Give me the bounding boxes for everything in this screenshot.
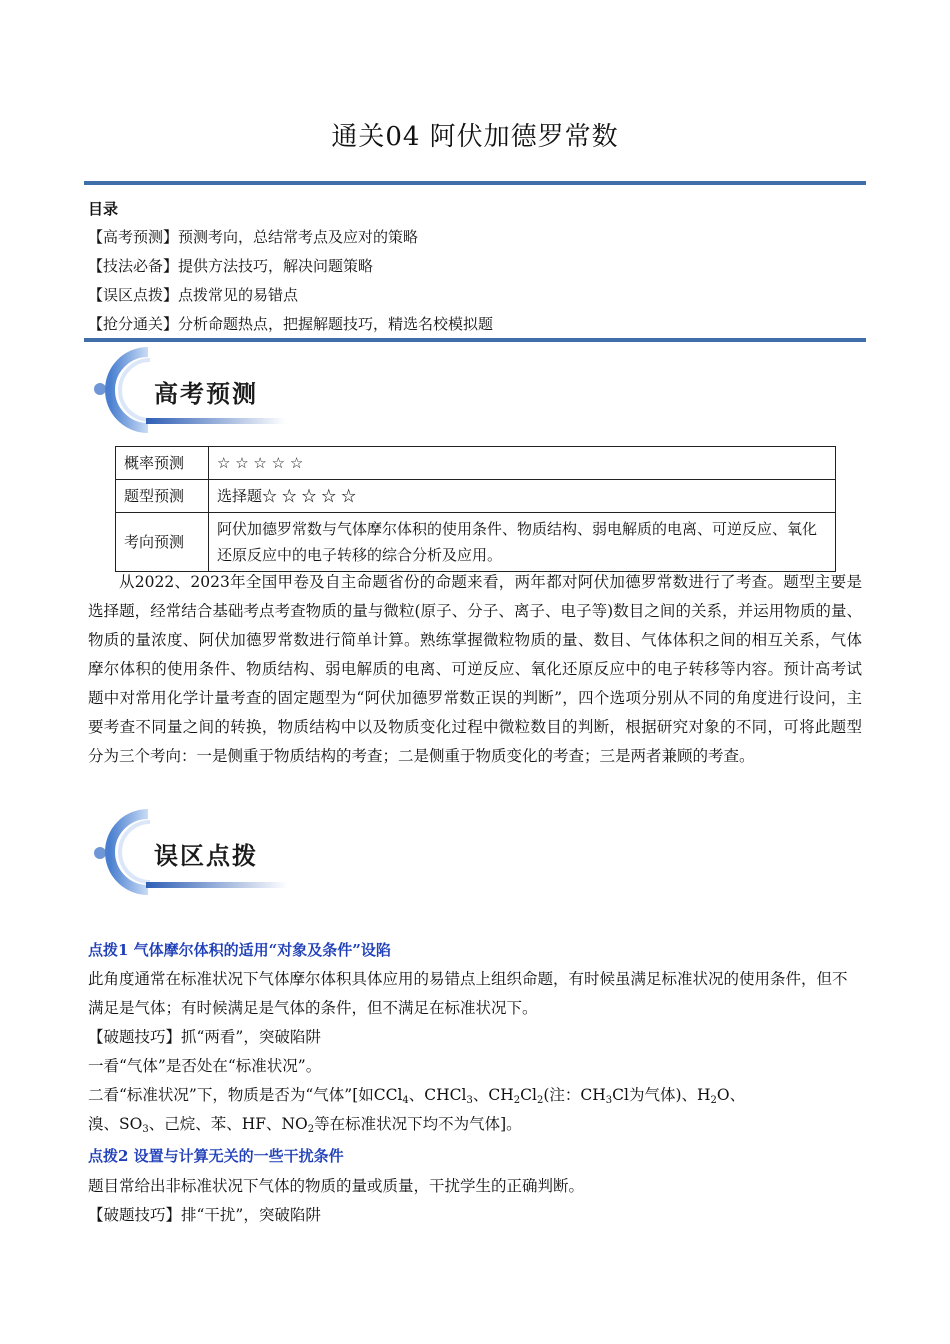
point1-look2-cont: 溴、$SO_3$、己烷、苯、HF、$NO_2$等在标准状况下均不为气体]。 [88,1115,522,1135]
table-row [116,447,836,480]
divider-toc [84,338,866,342]
toc-heading: 目录 [88,200,119,218]
point1-tip: 【破题技巧】抓“两看”，突破陷阱 [88,1028,321,1046]
table-head-cell: 考向预测 [116,513,209,572]
section-title-forecast: 高考预测 [154,380,258,408]
toc-item: 【高考预测】预测考向，总结常考点及应对的策略 [88,228,419,246]
table-row [116,480,836,513]
point1-look1: 一看“气体”是否处在“标准状况”。 [88,1057,322,1075]
prediction-table [115,446,836,572]
point1-look2: 二看“标准状况”下，物质是否为“气体”[如CCl$_4$、CHCl$_3$、$CH_2Cl_2$(注：$CH_3Cl$为气体)、$H_2O$、 [88,1086,746,1106]
intro-paragraph: 从2022、2023年全国甲卷及自主命题省份的命题来看，两年都对阿伏加德罗常数进行了考查。题型主要是选择题，经常结合基础考点考查物质的量与微粒(原子、分子、离子、电子等)数目之间的关系，并运用物质的量、物质的量浓度、阿伏加德罗常数进行简单计算。熟练掌握微粒物质的量、数目、气体体积之间的相互关系，气体摩尔体积的使用条件、物质结构、弱电解质的电离、可逆反应、氧化还原反应中的电子转移等内容。预计高考试题中对常用化学计量考查的固定题型为“阿伏加德罗常数正误的判断”，四个选项分别从不同的角度进行设问，主要考查不同量之间的转换，物质结构中以及物质变化过程中微粒数目的判断，根据研究对象的不同，可将此题型分为三个考向：一是侧重于物质结构的考查；二是侧重于物质变化的考查；三是两者兼顾的考查。 [88,573,862,765]
point1-heading: 点拨1 气体摩尔体积的适用“对象及条件”设陷 [88,941,391,959]
point2-heading: 点拨2 设置与计算无关的一些干扰条件 [88,1147,344,1165]
table-value-cell: 选择题☆ ☆ ☆ ☆ ☆ [209,480,836,513]
point1-body: 此角度通常在标准状况下气体摩尔体积具体应用的易错点上组织命题，有时候虽满足标准状况的使用条件，但不满足是气体；有时候满足是气体的条件，但不满足在标准状况下。 [88,970,848,1017]
section-title-pitfalls: 误区点拨 [154,842,258,870]
toc-item: 【技法必备】提供方法技巧，解决问题策略 [88,257,374,275]
table-head-cell: 概率预测 [116,447,209,480]
page-title: 通关04 阿伏加德罗常数 [331,122,619,152]
section-badge-forecast [88,346,298,436]
table-value-cell: 阿伏加德罗常数与气体摩尔体积的使用条件、物质结构、弱电解质的电离、可逆反应、氧化还原反应中的电子转移的综合分析及应用。 [209,513,836,572]
table-head-cell: 题型预测 [116,480,209,513]
toc-item: 【误区点拨】点拨常见的易错点 [88,286,299,304]
table-row [116,513,836,572]
point2-tip: 【破题技巧】排“干扰”，突破陷阱 [88,1206,321,1224]
point2-body: 题目常给出非标准状况下气体的物质的量或质量，干扰学生的正确判断。 [88,1177,585,1195]
toc-item: 【抢分通关】分析命题热点，把握解题技巧，精选名校模拟题 [88,315,494,333]
divider-top [84,181,866,185]
section-badge-pitfalls [88,808,298,898]
table-value-cell: ☆ ☆ ☆ ☆ ☆ [209,447,836,480]
